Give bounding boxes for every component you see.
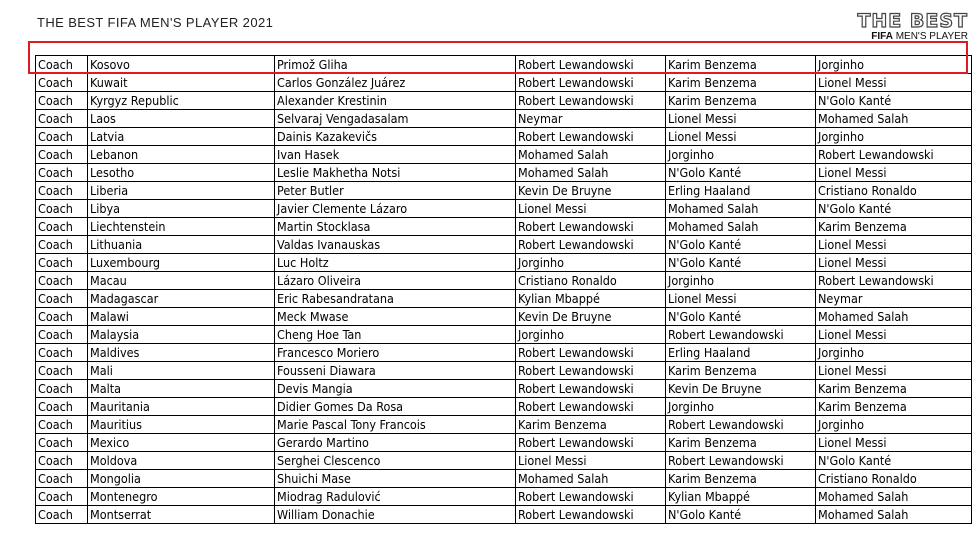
- country-cell: Madagascar: [88, 290, 275, 308]
- logo-subtitle: [857, 31, 968, 42]
- country-cell: Latvia: [88, 128, 275, 146]
- second-choice-cell: Jorginho: [666, 272, 816, 290]
- table-row: [36, 110, 972, 128]
- country-cell: Liechtenstein: [88, 218, 275, 236]
- voter-cell: Luc Holtz: [275, 254, 516, 272]
- third-choice-cell: Lionel Messi: [816, 236, 972, 254]
- first-choice-cell: Mohamed Salah: [516, 164, 666, 182]
- voter-cell: Leslie Makhetha Notsi: [275, 164, 516, 182]
- voter-cell: Didier Gomes Da Rosa: [275, 398, 516, 416]
- voter-cell: Martin Stocklasa: [275, 218, 516, 236]
- country-cell: Kyrgyz Republic: [88, 92, 275, 110]
- table-row: [36, 200, 972, 218]
- table-row: [36, 398, 972, 416]
- second-choice-cell: Erling Haaland: [666, 344, 816, 362]
- role-cell: Coach: [36, 344, 88, 362]
- table-row: [36, 182, 972, 200]
- table-row: [36, 488, 972, 506]
- country-cell: Malta: [88, 380, 275, 398]
- voter-cell: Ivan Hasek: [275, 146, 516, 164]
- third-choice-cell: Mohamed Salah: [816, 506, 972, 524]
- table-row: [36, 74, 972, 92]
- first-choice-cell: Robert Lewandowski: [516, 380, 666, 398]
- first-choice-cell: Robert Lewandowski: [516, 488, 666, 506]
- first-choice-cell: Jorginho: [516, 254, 666, 272]
- third-choice-cell: Lionel Messi: [816, 74, 972, 92]
- voter-cell: Peter Butler: [275, 182, 516, 200]
- first-choice-cell: Robert Lewandowski: [516, 74, 666, 92]
- voter-cell: Meck Mwase: [275, 308, 516, 326]
- logo-fifa: FIFA: [871, 31, 893, 42]
- voter-cell: Fousseni Diawara: [275, 362, 516, 380]
- voter-cell: Francesco Moriero: [275, 344, 516, 362]
- first-choice-cell: Robert Lewandowski: [516, 506, 666, 524]
- third-choice-cell: Robert Lewandowski: [816, 146, 972, 164]
- second-choice-cell: Karim Benzema: [666, 470, 816, 488]
- country-cell: Lithuania: [88, 236, 275, 254]
- country-cell: Mongolia: [88, 470, 275, 488]
- third-choice-cell: N'Golo Kanté: [816, 200, 972, 218]
- second-choice-cell: Mohamed Salah: [666, 200, 816, 218]
- table-row: [36, 164, 972, 182]
- first-choice-cell: Robert Lewandowski: [516, 344, 666, 362]
- table-row: [36, 146, 972, 164]
- first-choice-cell: Kevin De Bruyne: [516, 308, 666, 326]
- third-choice-cell: Mohamed Salah: [816, 110, 972, 128]
- first-choice-cell: Robert Lewandowski: [516, 56, 666, 74]
- table-row: [36, 452, 972, 470]
- country-cell: Laos: [88, 110, 275, 128]
- role-cell: Coach: [36, 254, 88, 272]
- role-cell: Coach: [36, 506, 88, 524]
- country-cell: Montenegro: [88, 488, 275, 506]
- first-choice-cell: Jorginho: [516, 326, 666, 344]
- voter-cell: Shuichi Mase: [275, 470, 516, 488]
- table-row: [36, 272, 972, 290]
- country-cell: Luxembourg: [88, 254, 275, 272]
- role-cell: Coach: [36, 128, 88, 146]
- table-row: [36, 362, 972, 380]
- the-best-logo: [857, 12, 968, 42]
- role-cell: Coach: [36, 290, 88, 308]
- voter-cell: Dainis Kazakevičs: [275, 128, 516, 146]
- role-cell: Coach: [36, 218, 88, 236]
- role-cell: Coach: [36, 272, 88, 290]
- voter-cell: Selvaraj Vengadasalam: [275, 110, 516, 128]
- table-row: [36, 218, 972, 236]
- third-choice-cell: N'Golo Kanté: [816, 452, 972, 470]
- table-row: [36, 308, 972, 326]
- country-cell: Libya: [88, 200, 275, 218]
- country-cell: Kosovo: [88, 56, 275, 74]
- third-choice-cell: Karim Benzema: [816, 380, 972, 398]
- second-choice-cell: Robert Lewandowski: [666, 416, 816, 434]
- second-choice-cell: Mohamed Salah: [666, 218, 816, 236]
- second-choice-cell: Jorginho: [666, 146, 816, 164]
- second-choice-cell: Kylian Mbappé: [666, 488, 816, 506]
- table-row: [36, 290, 972, 308]
- votes-table: [35, 55, 972, 524]
- first-choice-cell: Lionel Messi: [516, 452, 666, 470]
- table-row: [36, 416, 972, 434]
- first-choice-cell: Lionel Messi: [516, 200, 666, 218]
- country-cell: Liberia: [88, 182, 275, 200]
- third-choice-cell: N'Golo Kanté: [816, 92, 972, 110]
- role-cell: Coach: [36, 398, 88, 416]
- role-cell: Coach: [36, 434, 88, 452]
- role-cell: Coach: [36, 380, 88, 398]
- third-choice-cell: Mohamed Salah: [816, 308, 972, 326]
- logo-subtitle-rest: MEN'S PLAYER: [892, 31, 968, 42]
- second-choice-cell: Robert Lewandowski: [666, 452, 816, 470]
- country-cell: Maldives: [88, 344, 275, 362]
- third-choice-cell: Cristiano Ronaldo: [816, 470, 972, 488]
- voter-cell: Primož Gliha: [275, 56, 516, 74]
- second-choice-cell: Karim Benzema: [666, 434, 816, 452]
- voter-cell: Javier Clemente Lázaro: [275, 200, 516, 218]
- country-cell: Moldova: [88, 452, 275, 470]
- role-cell: Coach: [36, 308, 88, 326]
- third-choice-cell: Lionel Messi: [816, 362, 972, 380]
- table-row: [36, 254, 972, 272]
- third-choice-cell: Jorginho: [816, 56, 972, 74]
- voter-cell: Cheng Hoe Tan: [275, 326, 516, 344]
- third-choice-cell: Lionel Messi: [816, 164, 972, 182]
- table-row: [36, 56, 972, 74]
- country-cell: Macau: [88, 272, 275, 290]
- first-choice-cell: Karim Benzema: [516, 416, 666, 434]
- second-choice-cell: N'Golo Kanté: [666, 506, 816, 524]
- role-cell: Coach: [36, 182, 88, 200]
- second-choice-cell: Karim Benzema: [666, 92, 816, 110]
- first-choice-cell: Robert Lewandowski: [516, 398, 666, 416]
- third-choice-cell: Lionel Messi: [816, 326, 972, 344]
- country-cell: Mali: [88, 362, 275, 380]
- first-choice-cell: Robert Lewandowski: [516, 236, 666, 254]
- country-cell: Montserrat: [88, 506, 275, 524]
- second-choice-cell: Lionel Messi: [666, 290, 816, 308]
- logo-wordmark: THE BEST: [857, 10, 968, 32]
- country-cell: Mauritius: [88, 416, 275, 434]
- second-choice-cell: Kevin De Bruyne: [666, 380, 816, 398]
- second-choice-cell: N'Golo Kanté: [666, 254, 816, 272]
- first-choice-cell: Neymar: [516, 110, 666, 128]
- table-row: [36, 380, 972, 398]
- third-choice-cell: Cristiano Ronaldo: [816, 182, 972, 200]
- role-cell: Coach: [36, 470, 88, 488]
- first-choice-cell: Robert Lewandowski: [516, 218, 666, 236]
- second-choice-cell: Erling Haaland: [666, 182, 816, 200]
- voter-cell: Marie Pascal Tony Francois: [275, 416, 516, 434]
- first-choice-cell: Cristiano Ronaldo: [516, 272, 666, 290]
- second-choice-cell: Karim Benzema: [666, 362, 816, 380]
- third-choice-cell: Karim Benzema: [816, 398, 972, 416]
- role-cell: Coach: [36, 362, 88, 380]
- votes-table-body: [36, 56, 972, 524]
- voter-cell: Eric Rabesandratana: [275, 290, 516, 308]
- table-row: [36, 434, 972, 452]
- second-choice-cell: Karim Benzema: [666, 74, 816, 92]
- role-cell: Coach: [36, 452, 88, 470]
- role-cell: Coach: [36, 200, 88, 218]
- role-cell: Coach: [36, 92, 88, 110]
- first-choice-cell: Mohamed Salah: [516, 146, 666, 164]
- table-row: [36, 326, 972, 344]
- voter-cell: Gerardo Martino: [275, 434, 516, 452]
- role-cell: Coach: [36, 74, 88, 92]
- second-choice-cell: N'Golo Kanté: [666, 308, 816, 326]
- role-cell: Coach: [36, 488, 88, 506]
- first-choice-cell: Robert Lewandowski: [516, 362, 666, 380]
- role-cell: Coach: [36, 236, 88, 254]
- table-row: [36, 506, 972, 524]
- voter-cell: William Donachie: [275, 506, 516, 524]
- voter-cell: Alexander Krestinin: [275, 92, 516, 110]
- first-choice-cell: Kevin De Bruyne: [516, 182, 666, 200]
- country-cell: Mauritania: [88, 398, 275, 416]
- country-cell: Lebanon: [88, 146, 275, 164]
- table-row: [36, 128, 972, 146]
- second-choice-cell: Jorginho: [666, 398, 816, 416]
- second-choice-cell: Karim Benzema: [666, 56, 816, 74]
- second-choice-cell: Lionel Messi: [666, 110, 816, 128]
- first-choice-cell: Robert Lewandowski: [516, 92, 666, 110]
- voter-cell: Serghei Clescenco: [275, 452, 516, 470]
- second-choice-cell: N'Golo Kanté: [666, 236, 816, 254]
- table-row: [36, 92, 972, 110]
- table-row: [36, 236, 972, 254]
- third-choice-cell: Jorginho: [816, 128, 972, 146]
- second-choice-cell: Lionel Messi: [666, 128, 816, 146]
- role-cell: Coach: [36, 146, 88, 164]
- voter-cell: Lázaro Oliveira: [275, 272, 516, 290]
- third-choice-cell: Neymar: [816, 290, 972, 308]
- first-choice-cell: Mohamed Salah: [516, 470, 666, 488]
- page-title: THE BEST FIFA MEN'S PLAYER 2021: [37, 15, 274, 30]
- voter-cell: Miodrag Radulović: [275, 488, 516, 506]
- third-choice-cell: Lionel Messi: [816, 434, 972, 452]
- table-row: [36, 470, 972, 488]
- third-choice-cell: Jorginho: [816, 416, 972, 434]
- second-choice-cell: Robert Lewandowski: [666, 326, 816, 344]
- role-cell: Coach: [36, 164, 88, 182]
- third-choice-cell: Robert Lewandowski: [816, 272, 972, 290]
- role-cell: Coach: [36, 56, 88, 74]
- voter-cell: Valdas Ivanauskas: [275, 236, 516, 254]
- country-cell: Malawi: [88, 308, 275, 326]
- role-cell: Coach: [36, 326, 88, 344]
- country-cell: Lesotho: [88, 164, 275, 182]
- third-choice-cell: Jorginho: [816, 344, 972, 362]
- country-cell: Mexico: [88, 434, 275, 452]
- third-choice-cell: Mohamed Salah: [816, 488, 972, 506]
- role-cell: Coach: [36, 416, 88, 434]
- voter-cell: Carlos González Juárez: [275, 74, 516, 92]
- first-choice-cell: Robert Lewandowski: [516, 434, 666, 452]
- voter-cell: Devis Mangia: [275, 380, 516, 398]
- country-cell: Malaysia: [88, 326, 275, 344]
- table-row: [36, 344, 972, 362]
- first-choice-cell: Kylian Mbappé: [516, 290, 666, 308]
- third-choice-cell: Lionel Messi: [816, 254, 972, 272]
- country-cell: Kuwait: [88, 74, 275, 92]
- third-choice-cell: Karim Benzema: [816, 218, 972, 236]
- first-choice-cell: Robert Lewandowski: [516, 128, 666, 146]
- second-choice-cell: N'Golo Kanté: [666, 164, 816, 182]
- role-cell: Coach: [36, 110, 88, 128]
